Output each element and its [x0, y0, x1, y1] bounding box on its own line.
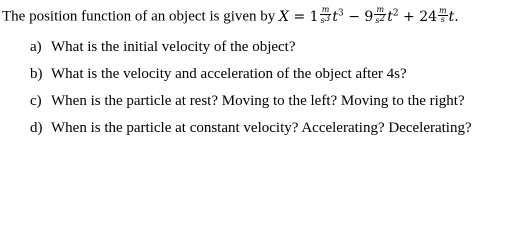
term2-variable: t	[387, 8, 393, 25]
formula-equals: =	[293, 8, 306, 25]
term1-unit-den-base: s	[320, 16, 325, 26]
question-marker: a)	[30, 39, 42, 55]
formula-operator-minus: −	[348, 8, 360, 25]
term2-exponent: 2	[392, 8, 399, 18]
term1-variable: t	[332, 8, 339, 25]
formula-end-period: .	[454, 8, 459, 25]
term3-coefficient: 24	[419, 8, 438, 25]
intro-text: The position function of an object is given by	[2, 8, 276, 25]
question-marker: d)	[30, 120, 43, 136]
term2-unit-den-base: s	[375, 16, 380, 26]
term2-unit-numerator: m	[374, 6, 386, 15]
term3-variable: t	[448, 8, 455, 25]
term2-unit-den-exponent: 2	[379, 14, 386, 25]
term1-coefficient: 1	[309, 8, 319, 25]
question-text: When is the particle at rest? Moving to the left? Moving to the right?	[51, 93, 465, 109]
term2-unit-fraction	[374, 6, 386, 25]
question-marker: b)	[30, 66, 43, 82]
question-text: What is the velocity and acceleration of the object after 4s?	[51, 66, 407, 82]
formula-operator-plus: +	[403, 8, 415, 25]
term1-exponent: 3	[338, 8, 344, 18]
formula-lhs: X	[279, 8, 289, 25]
term3-unit-denominator: s	[440, 15, 445, 25]
term1-unit-numerator: m	[320, 6, 332, 15]
question-text: What is the initial velocity of the object?	[51, 39, 296, 55]
term1-unit-denominator	[320, 15, 332, 25]
question-marker: c)	[30, 93, 42, 109]
position-formula	[279, 5, 459, 26]
problem-intro-line	[2, 3, 459, 27]
question-text: When is the particle at constant velocity? Accelerating? Decelerating?	[51, 120, 472, 136]
term2-unit-denominator	[374, 15, 386, 25]
term1-unit-fraction	[320, 6, 332, 25]
term1-unit-den-exponent: 3	[324, 14, 331, 25]
term3-unit-fraction	[438, 7, 448, 24]
term3-unit-numerator: m	[439, 6, 447, 16]
term2-coefficient: 9	[364, 8, 374, 25]
